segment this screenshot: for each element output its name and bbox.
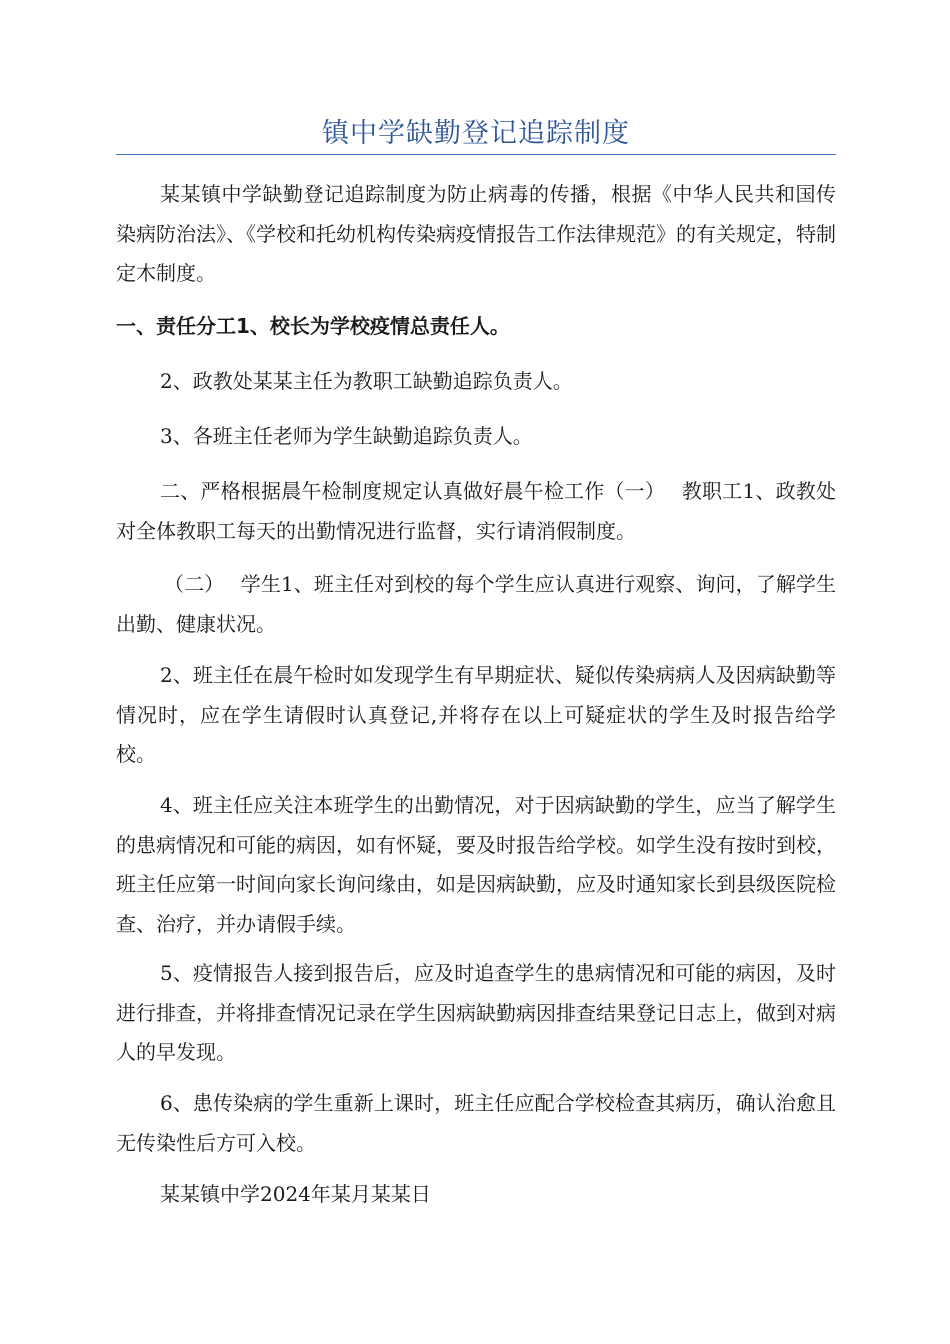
- document-title: 镇中学缺勤登记追踪制度: [322, 118, 630, 149]
- paragraph-item-2-students: 2、班主任在晨午检时如发现学生有早期症状、疑似传染病病人及因病缺勤等情况时，应在学生请假时认真登记,并将存在以上可疑症状的学生及时报告给学校。: [116, 663, 836, 766]
- paragraph-item-3: 3、各班主任老师为学生缺勤追踪负责人。: [160, 424, 533, 448]
- document-page: [116, 0, 836, 1344]
- title-underline: [116, 154, 836, 155]
- section-heading-responsibility: 一、责任分工1、校长为学校疫情总责任人。: [116, 314, 510, 338]
- paragraph-item-5: 5、疫情报告人接到报告后，应及时追查学生的患病情况和可能的病因，及时进行排查，并将排查情况记录在学生因病缺勤病因排查结果登记日志上，做到对病人的早发现。: [116, 961, 836, 1064]
- signature-date: 某某镇中学2024年某月某某日: [160, 1182, 431, 1206]
- paragraph-item-2: 2、政教处某某主任为教职工缺勤追踪负责人。: [160, 369, 573, 393]
- paragraph-students: （二） 学生1、班主任对到校的每个学生应认真进行观察、询问，了解学生出勤、健康状况。: [116, 572, 836, 636]
- section-heading-checks: 二、严格根据晨午检制度规定认真做好晨午检工作（一） 教职工1、政教处对全体教职工每天的出勤情况进行监督，实行请消假制度。: [116, 479, 836, 543]
- paragraph-item-4: 4、班主任应关注本班学生的出勤情况，对于因病缺勤的学生，应当了解学生的患病情况和可能的病因，如有怀疑，要及时报告给学校。如学生没有按时到校，班主任应第一时间向家长询问缘由，如是因病缺勤，应及时通知家长到县级医院检查、治疗，并办请假手续。: [116, 793, 836, 936]
- paragraph-item-6: 6、患传染病的学生重新上课时，班主任应配合学校检查其病历，确认治愈且无传染性后方可入校。: [116, 1091, 836, 1155]
- intro-paragraph: 某某镇中学缺勤登记追踪制度为防止病毒的传播，根据《中华人民共和国传染病防治法》、《学校和托幼机构传染病疫情报告工作法律规范》的有关规定，特制定木制度。: [116, 182, 836, 285]
